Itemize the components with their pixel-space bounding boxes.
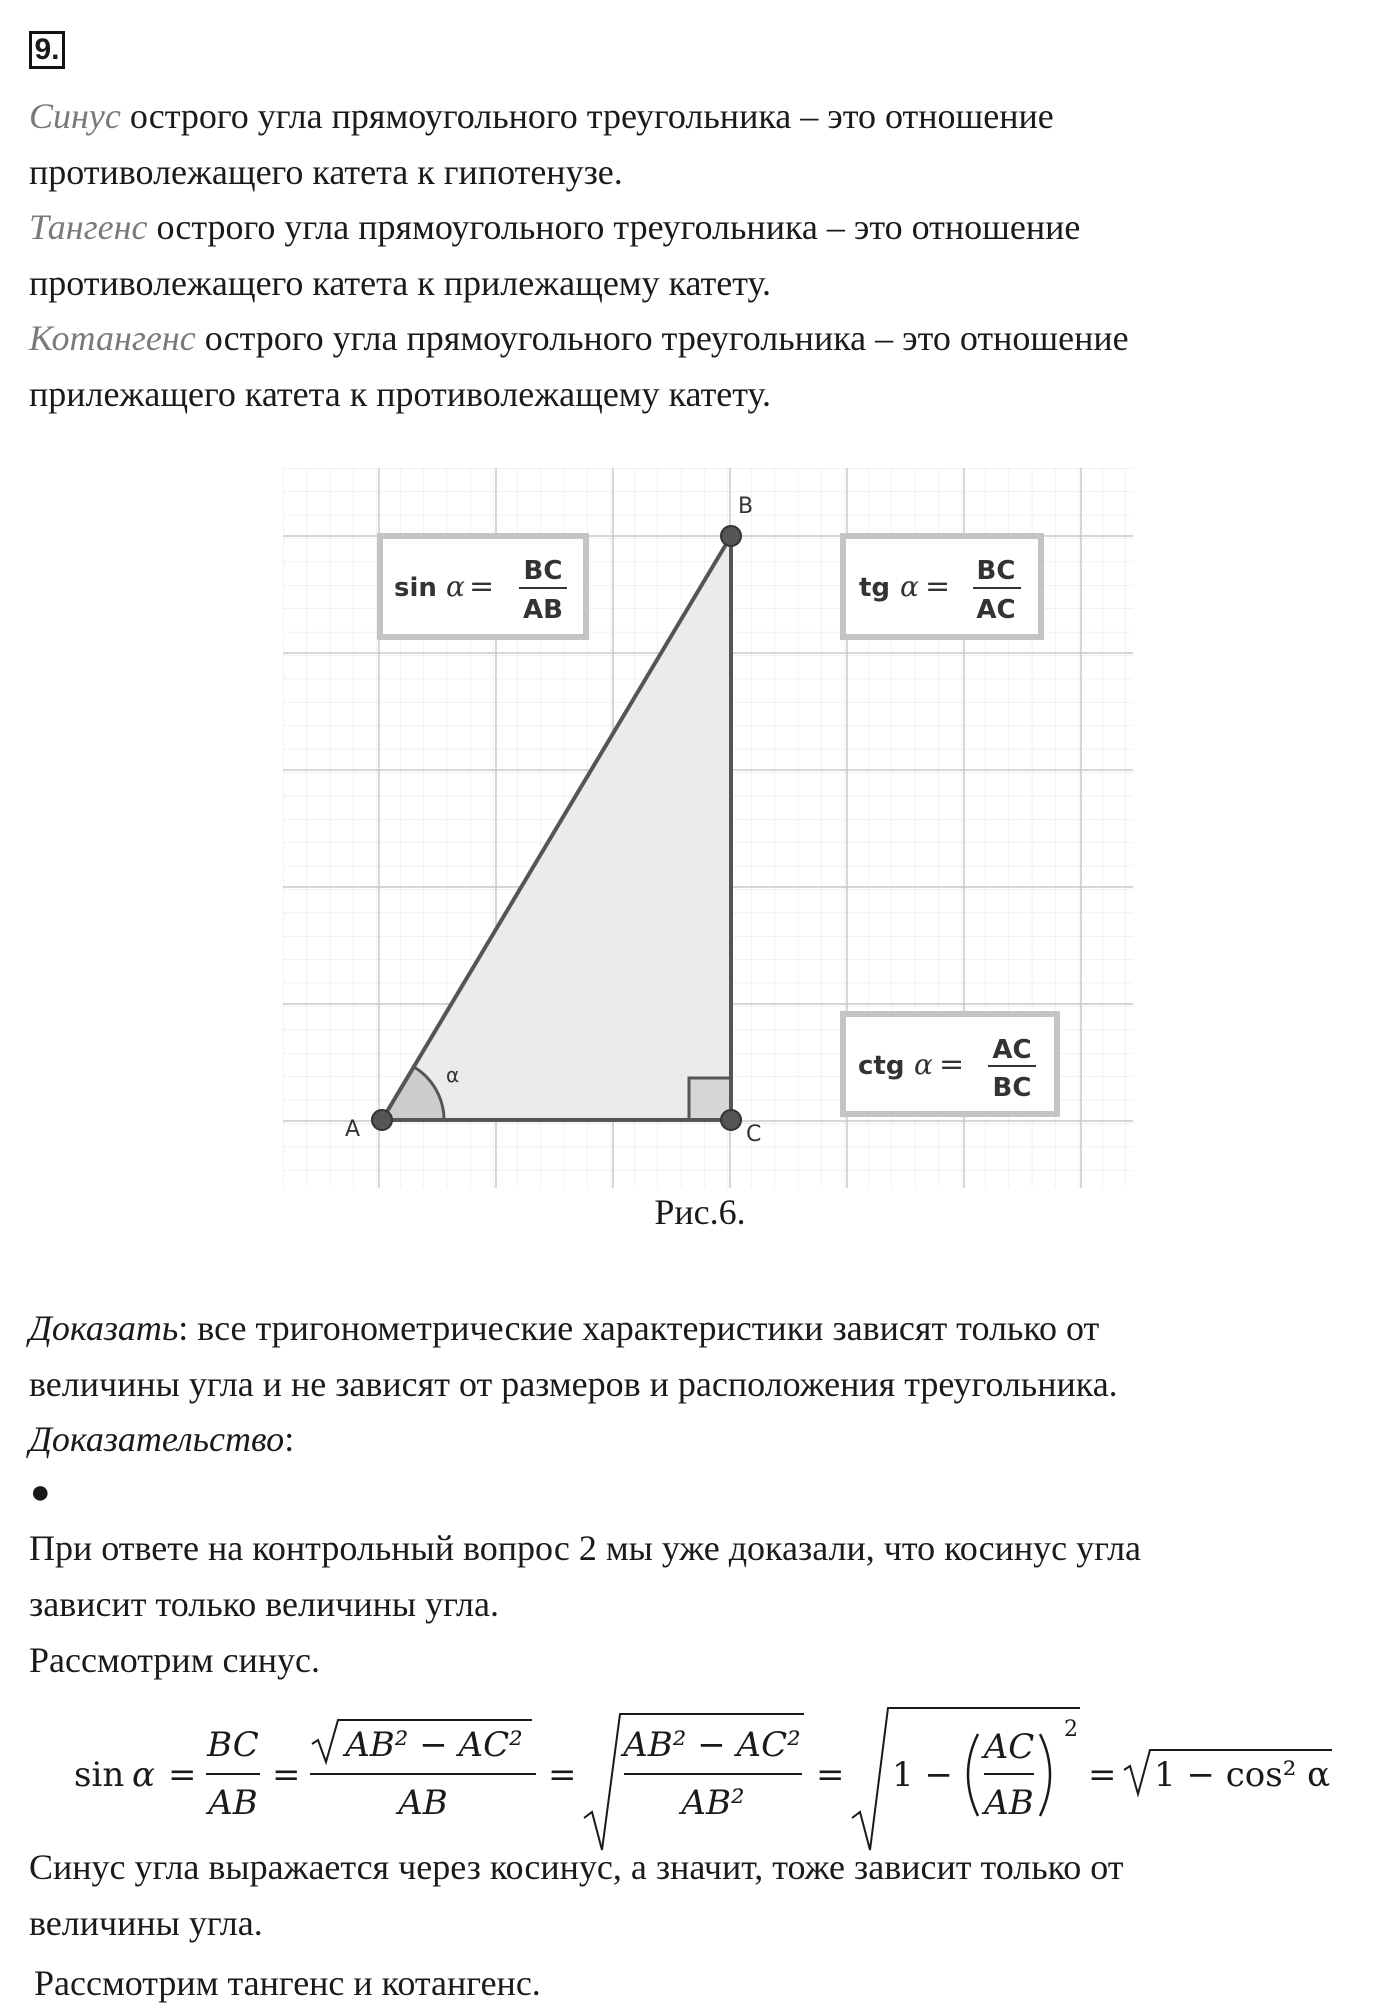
svg-text:2: 2 <box>1064 1717 1078 1742</box>
svg-text:=: = <box>168 1755 197 1795</box>
vertex-b-point <box>721 526 741 546</box>
figure-caption: Рис.6. <box>654 1192 746 1232</box>
svg-text:=: = <box>816 1755 845 1795</box>
proof-label: Доказательство <box>29 1419 285 1459</box>
svg-text:BC: BC <box>992 1073 1032 1103</box>
triangle-figure <box>283 468 1133 1188</box>
ctg-formula-box <box>843 1014 1057 1114</box>
svg-text:AB: AB <box>984 1783 1034 1823</box>
svg-text:=: = <box>469 569 495 604</box>
svg-text:AB: AB <box>523 595 563 625</box>
definition-cotangent: Котангенс острого угла прямоугольного треугольника – это отношение прилежащего катета к противолежащему катету. <box>29 318 1129 414</box>
proof-text-consider-sine: Рассмотрим синус. <box>29 1640 320 1680</box>
definition-tangent: Тангенс острого угла прямоугольного треугольника – это отношение противолежащего катета к прилежащему катету. <box>29 207 1081 303</box>
svg-text:ctg: ctg <box>858 1051 905 1081</box>
svg-text:AC: AC <box>992 1035 1032 1065</box>
problem-number: 9. <box>29 31 65 69</box>
tg-formula-box <box>843 536 1041 637</box>
angle-alpha-label: α <box>446 1063 460 1087</box>
svg-text:α: α <box>900 570 919 603</box>
term-cotangent: Котангенс <box>29 318 196 358</box>
term-sine: Синус <box>29 96 121 136</box>
vertex-a-label: A <box>345 1117 361 1142</box>
vertex-c-point <box>721 1110 741 1130</box>
svg-text:1 − cos² α: 1 − cos² α <box>1154 1755 1331 1795</box>
svg-text:=: = <box>925 569 951 604</box>
proof-text-cosine: При ответе на контрольный вопрос 2 мы уже доказали, что косинус угла зависит только величины угла. <box>29 1528 1142 1624</box>
vertex-b-label: B <box>738 494 754 519</box>
svg-text:sin: sin <box>74 1755 125 1795</box>
vertex-a-point <box>372 1110 392 1130</box>
sin-formula-box <box>380 536 586 637</box>
svg-text:AB²: AB² <box>681 1783 745 1823</box>
svg-text:AC: AC <box>983 1727 1035 1767</box>
vertex-c-label: C <box>746 1122 762 1147</box>
term-tangent: Тангенс <box>29 207 148 247</box>
svg-text:α: α <box>132 1755 155 1795</box>
svg-text:=: = <box>939 1047 965 1082</box>
svg-text:AB² − AC²: AB² − AC² <box>623 1725 801 1765</box>
svg-text:1 −: 1 − <box>892 1755 953 1795</box>
svg-text:α: α <box>446 570 465 603</box>
svg-text:AB² − AC²: AB² − AC² <box>345 1725 523 1765</box>
svg-text:AC: AC <box>976 595 1016 625</box>
proof-text-sine-conclusion: Синус угла выражается через косинус, а значит, тоже зависит только от величины угла. <box>29 1847 1124 1943</box>
svg-text:tg: tg <box>859 573 891 603</box>
definition-sine: Синус острого угла прямоугольного треугольника – это отношение противолежащего катета к гипотенузе. <box>29 96 1054 192</box>
prove-statement: Доказать: все тригонометрические характеристики зависят только от величины угла и не зависят от размеров и расположения треугольника. <box>29 1308 1118 1404</box>
svg-text:=: = <box>548 1755 577 1795</box>
svg-text:AB: AB <box>398 1783 448 1823</box>
svg-text:BC: BC <box>523 556 563 586</box>
bullet-point: ● <box>30 1474 51 1511</box>
svg-text:=: = <box>1088 1755 1117 1795</box>
proof-text-consider-tangent: Рассмотрим тангенс и котангенс. <box>34 1963 541 2003</box>
proof-heading: Доказательство: <box>29 1419 295 1459</box>
svg-text:BC: BC <box>976 556 1016 586</box>
svg-text:=: = <box>272 1755 301 1795</box>
svg-text:α: α <box>914 1048 933 1081</box>
prove-label: Доказать <box>29 1308 179 1348</box>
svg-text:sin: sin <box>394 573 437 603</box>
svg-text:AB: AB <box>208 1783 258 1823</box>
svg-text:BC: BC <box>207 1725 259 1765</box>
